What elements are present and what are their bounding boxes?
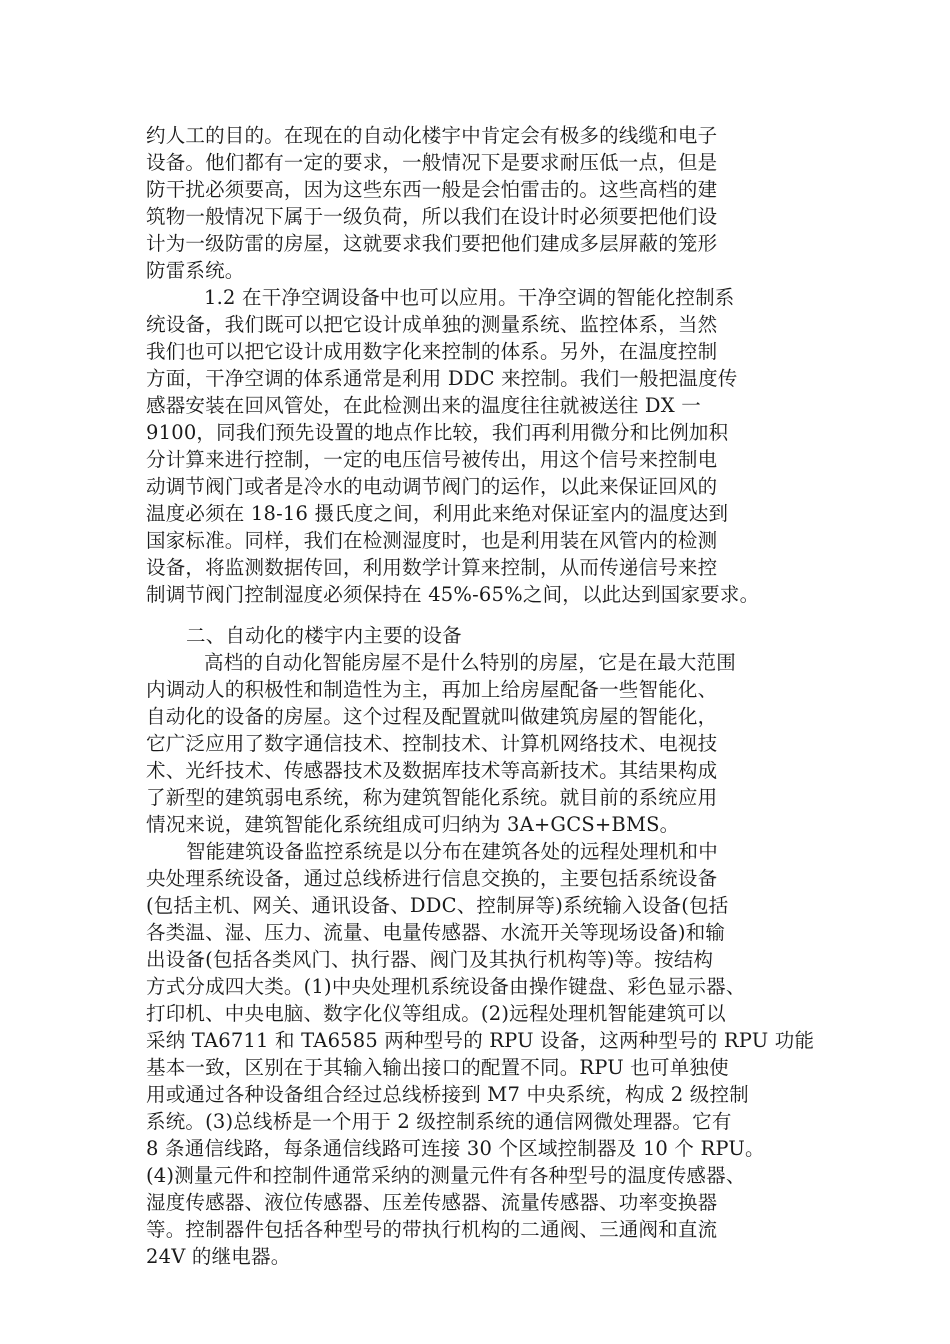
text-line: 内调动人的积极性和制造性为主，再加上给房屋配备一些智能化、 <box>146 678 718 701</box>
text-line: 术、光纤技术、传感器技术及数据库技术等高新技术。其结果构成 <box>146 759 718 782</box>
text-line: 国家标准。同样，我们在检测湿度时，也是利用装在风管内的检测 <box>146 529 718 552</box>
section-heading: 二、自动化的楼宇内主要的设备 <box>186 624 462 647</box>
text-line: 9100，同我们预先设置的地点作比较，我们再利用微分和比例加积 <box>146 421 729 444</box>
text-line: 筑物一般情况下属于一级负荷，所以我们在设计时必须要把他们设 <box>146 205 718 228</box>
text-line: 我们也可以把它设计成用数字化来控制的体系。另外，在温度控制 <box>146 340 718 363</box>
text-line: 等。控制器件包括各种型号的带执行机构的二通阀、三通阀和直流 <box>146 1218 718 1241</box>
text-line: 制调节阀门控制湿度必须保持在 45%-65%之间，以此达到国家要求。 <box>146 583 760 606</box>
text-line: 系统。(3)总线桥是一个用于 2 级控制系统的通信网微处理器。它有 <box>146 1110 732 1133</box>
text-line: 它广泛应用了数字通信技术、控制技术、计算机网络技术、电视技 <box>146 732 718 755</box>
paragraph-first-line: 高档的自动化智能房屋不是什么特别的房屋，它是在最大范围 <box>204 651 736 674</box>
text-line: 计为一级防雷的房屋，这就要求我们要把他们建成多层屏蔽的笼形 <box>146 232 718 255</box>
text-line: 防干扰必须要高，因为这些东西一般是会怕雷击的。这些高档的建 <box>146 178 718 201</box>
text-line: 24V 的继电器。 <box>146 1245 291 1268</box>
text-line: 温度必须在 18-16 摄氏度之间，利用此来绝对保证室内的温度达到 <box>146 502 729 525</box>
text-line: 央处理系统设备，通过总线桥进行信息交换的，主要包括系统设备 <box>146 867 718 890</box>
text-line: 用或通过各种设备组合经过总线桥接到 M7 中央系统，构成 2 级控制 <box>146 1083 749 1106</box>
text-line: 动调节阀门或者是冷水的电动调节阀门的运作，以此来保证回风的 <box>146 475 718 498</box>
text-line: 基本一致，区别在于其输入输出接口的配置不同。RPU 也可单独使 <box>146 1056 729 1079</box>
text-line: 出设备(包括各类风门、执行器、阀门及其执行机构等)等。按结构 <box>146 948 714 971</box>
text-line: 打印机、中央电脑、数字化仪等组成。(2)远程处理机智能建筑可以 <box>146 1002 726 1025</box>
text-line: 防雷系统。 <box>146 259 245 282</box>
text-line: 自动化的设备的房屋。这个过程及配置就叫做建筑房屋的智能化， <box>146 705 718 728</box>
paragraph-first-line: 智能建筑设备监控系统是以分布在建筑各处的远程处理机和中 <box>186 840 718 863</box>
text-line: 统设备，我们既可以把它设计成单独的测量系统、监控体系，当然 <box>146 313 718 336</box>
text-line: 约人工的目的。在现在的自动化楼宇中肯定会有极多的线缆和电子 <box>146 124 718 147</box>
text-line: (包括主机、网关、通讯设备、DDC、控制屏等)系统输入设备(包括 <box>146 894 729 917</box>
text-line: 情况来说，建筑智能化系统组成可归纳为 3A+GCS+BMS。 <box>146 813 680 836</box>
text-line: 湿度传感器、液位传感器、压差传感器、流量传感器、功率变换器 <box>146 1191 718 1214</box>
text-line: 设备，将监测数据传回，利用数学计算来控制，从而传递信号来控 <box>146 556 718 579</box>
text-line: 方式分成四大类。(1)中央处理机系统设备由操作键盘、彩色显示器、 <box>146 975 746 998</box>
text-line: 设备。他们都有一定的要求，一般情况下是要求耐压低一点，但是 <box>146 151 718 174</box>
text-line: 分计算来进行控制，一定的电压信号被传出，用这个信号来控制电 <box>146 448 718 471</box>
text-line: 了新型的建筑弱电系统，称为建筑智能化系统。就目前的系统应用 <box>146 786 718 809</box>
paragraph-first-line: 1.2 在干净空调设备中也可以应用。干净空调的智能化控制系 <box>204 286 735 309</box>
text-line: 方面，干净空调的体系通常是利用 DDC 来控制。我们一般把温度传 <box>146 367 738 390</box>
text-line: 采纳 TA6711 和 TA6585 两种型号的 RPU 设备，这两种型号的 RPU 功能 <box>146 1029 815 1052</box>
text-line: 感器安装在回风管处，在此检测出来的温度往往就被送往 DX 一 <box>146 394 701 417</box>
text-line: (4)测量元件和控制件通常采纳的测量元件有各种型号的温度传感器、 <box>146 1164 746 1187</box>
text-line: 各类温、湿、压力、流量、电量传感器、水流开关等现场设备)和输 <box>146 921 726 944</box>
text-line: 8 条通信线路，每条通信线路可连接 30 个区域控制器及 10 个 RPU。 <box>146 1137 765 1160</box>
